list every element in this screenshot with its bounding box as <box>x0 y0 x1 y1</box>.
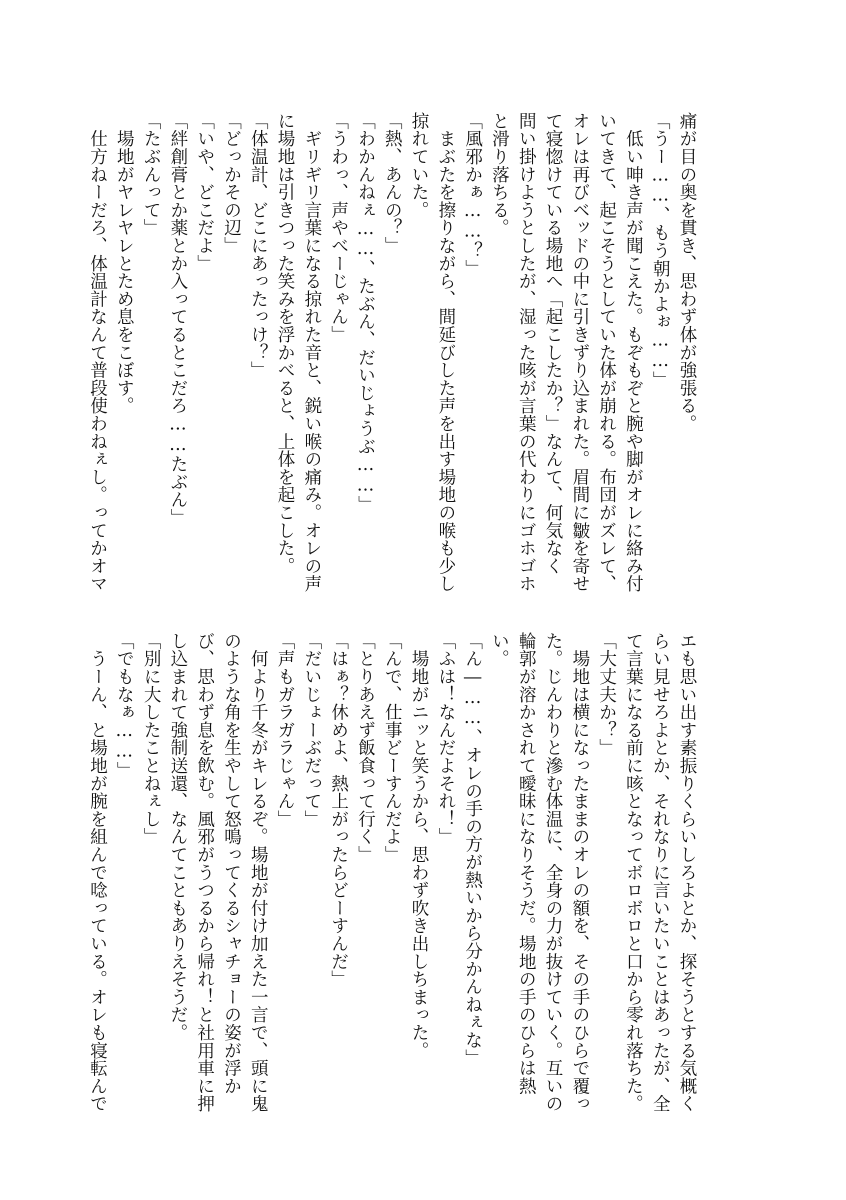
text-line: 「わかんねぇ……、たぶん、だいじょうぶ……」 <box>355 112 376 514</box>
text-line: 低い呻き声が聞こえた。もぞもぞと腕や脚がオレに絡み付 <box>623 112 644 593</box>
upper-text-block <box>87 112 700 593</box>
text-line: らい見せろよとか、それなりに言いたいことはあったが、全 <box>650 632 671 1113</box>
text-line: 「体温計、どこにあったっけ？」 <box>248 112 269 379</box>
text-line: まぶたを擦りながら、間延びした声を出す場地の喉も少し <box>435 112 456 593</box>
text-line: 「でもなぁ……」 <box>114 632 135 780</box>
lower-text-block <box>87 632 700 1113</box>
text-line: び、思わず息を飲む。風邪がうつるから帰れ！と社用車に押 <box>194 632 215 1113</box>
text-line: 「どっかその辺」 <box>221 112 242 255</box>
text-line: 「うー……、もう朝かよぉ……」 <box>650 112 671 389</box>
text-line: 場地がニッと笑うから、思わず吹き出しちまった。 <box>409 632 430 1060</box>
text-line: 「ふは！なんだよそれ！」 <box>435 632 456 846</box>
text-line: 「絆創膏とか薬とか入ってるとこだろ……たぶん」 <box>167 112 188 527</box>
text-line: 場地は横になったままのオレの額を、その手のひらで覆っ <box>569 632 590 1113</box>
text-line: オレは再びベッドの中に引きずり込まれた。眉間に皺を寄せ <box>569 112 590 593</box>
text-line: 「んで、仕事どーすんだよ」 <box>382 632 403 864</box>
text-line: 「とりあえず飯食って行く」 <box>355 632 376 864</box>
text-line: 問い掛けようとしたが、湿った咳が言葉の代わりにゴホゴホ <box>516 112 537 593</box>
text-line: ギリギリ言葉になる掠れた音と、鋭い喉の痛み。オレの声 <box>301 112 322 593</box>
text-line: て寝惚けている場地へ「起こしたか？」なんて、何気なく <box>543 112 564 575</box>
text-line: 何より千冬がキレるぞ。場地が付け加えた一言で、頭に鬼 <box>248 632 269 1113</box>
text-line: い。 <box>489 632 510 668</box>
text-line: し込まれて強制送還、なんてこともありえそうだ。 <box>167 632 188 1042</box>
text-line: 「うわっ、声やべーじゃん」 <box>328 112 349 344</box>
text-line: 場地がヤレヤレとため息をこぼす。 <box>114 112 135 415</box>
text-line: エも思い出す素振りくらいしろよとか、探そうとする気概く <box>677 632 697 1113</box>
text-line: 「熱、あんの？」 <box>382 112 403 255</box>
text-line: 「風邪かぁ……？」 <box>462 112 483 278</box>
text-line: 「声もガラガラじゃん」 <box>275 632 296 828</box>
text-line: いてきて、起こそうとしていた体が崩れる。布団がズレて、 <box>596 112 617 593</box>
text-line: 「たぶんって」 <box>141 112 162 237</box>
text-line: のような角を生やして怒鳴ってくるシャチョーの姿が浮か <box>221 632 242 1095</box>
text-line: うーん、と場地が腕を組んで唸っている。オレも寝転んで <box>87 632 108 1113</box>
text-line: 「いや、どこだよ」 <box>194 112 215 273</box>
text-line: と滑り落ちる。 <box>489 112 510 237</box>
text-line: 仕方ねーだろ、体温計なんて普段使わねぇし。ってかオマ <box>87 112 108 593</box>
text-line: 掠れていた。 <box>409 112 430 219</box>
text-line: 「だいじょーぶだって」 <box>301 632 322 828</box>
text-line: て言葉になる前に咳となってボロボロと口から零れ落ちた。 <box>623 632 644 1113</box>
text-line: に場地は引きつった笑みを浮かべると、上体を起こした。 <box>275 112 296 575</box>
text-line: 痛が目の奥を貫き、思わず体が強張る。 <box>677 112 697 433</box>
text-line: た。じんわりと滲む体温に、全身の力が抜けていく。互いの <box>543 632 564 1113</box>
text-line: 「別に大したことねぇし」 <box>141 632 162 846</box>
text-line: 「ん―……、オレの手の方が熱いから分かんねぇな」 <box>462 632 483 1067</box>
text-line: 輪郭が溶かされて曖昧になりそうだ。場地の手のひらは熱 <box>516 632 537 1095</box>
text-line: 「大丈夫か？」 <box>596 632 617 757</box>
text-line: 「はぁ？休めよ、熱上がったらどーすんだ」 <box>328 632 349 988</box>
